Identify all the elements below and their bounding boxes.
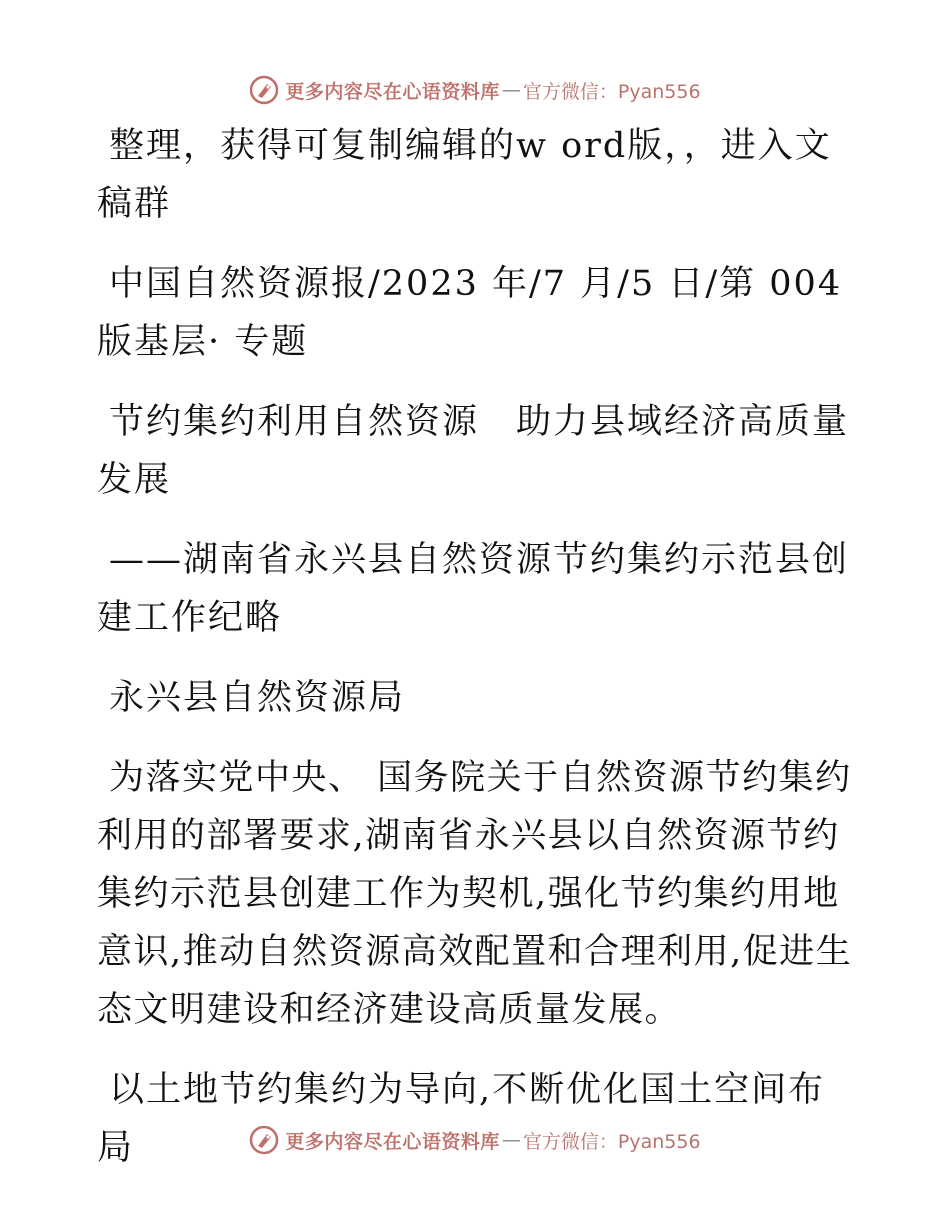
document-body (97, 117, 857, 1199)
article-subtitle: ——湖南省永兴县自然资源节约集约示范县创建工作纪略 (97, 540, 850, 638)
header-banner (0, 70, 950, 110)
banner-contact: 官方微信：Pyan556 (522, 1130, 701, 1153)
banner-text: 更多内容尽在心语资料库 (285, 1130, 500, 1153)
pen-nib-logo-icon (249, 75, 279, 105)
banner-separator: — (501, 1129, 521, 1151)
banner-contact: 官方微信：Pyan556 (522, 80, 701, 103)
pen-nib-logo-icon (249, 1125, 279, 1155)
banner-text: 更多内容尽在心语资料库 (285, 80, 500, 103)
section-heading: 以土地节约集约为导向,不断优化国土空间布局 (97, 1070, 826, 1168)
article-author: 永兴县自然资源局 (109, 678, 406, 718)
intro-line: 整理，获得可复制编辑的w ord版，，进入文稿群 (97, 126, 832, 224)
banner-separator: — (501, 79, 521, 101)
source-line: 中国自然资源报/2023 年/7 月/5 日/第 004 版基层· 专题 (97, 264, 843, 362)
body-paragraph: 为落实党中央、 国务院关于自然资源节约集约利用的部署要求,湖南省永兴县以自然资源节约集约示范县创建工作为契机,强化节约集约用地意识,推动自然资源高效配置和合理利用,促进生态文明建设和经济建设高质量发展。 (97, 758, 853, 1030)
article-title: 节约集约利用自然资源 助力县域经济高质量发展 (97, 402, 850, 500)
footer-banner (0, 1120, 950, 1160)
